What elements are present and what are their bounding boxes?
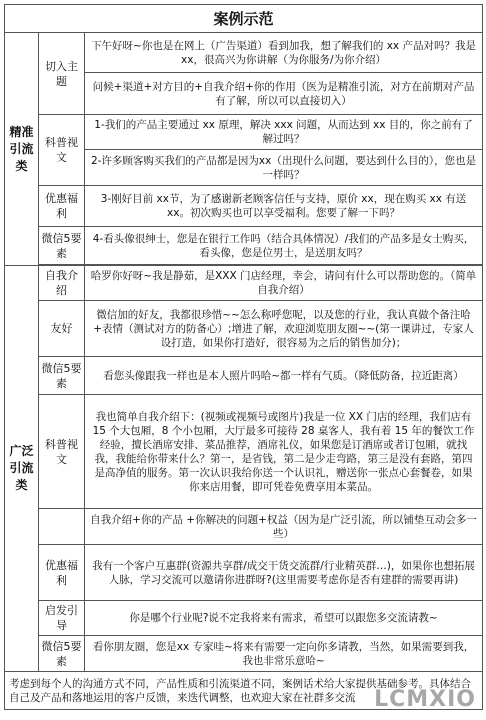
script-text: 4-看头像很绅士，您是在银行工作吗（结合具体情况）/我们的产品多是女士购买，看头像，您是位男士，是送朋友吗？ — [85, 227, 483, 265]
watermark-logo: LCMXIO — [374, 687, 476, 712]
script-text: 我也简单自我介绍下：(视频或视频号或图片)我是一位 XX 门店的经理，我们店有 15 个大包厢，8 个小包厢，大厅最多可接待 28 桌客人，我有着 15 年的餐饮工作经验，擅长酒席安排、菜品推荐，酒席礼仪，如果您是订酒席或者订包厢，就找我，我能给你带来什么？第一，是省钱，第二是少走弯路，第三是没有套路，第四是高净值的服务。第一次认识我给你送一个认识礼，赠送你一张点心套餐卷，如果你来店用餐，即可凭卷免费享用本菜品。 — [85, 395, 483, 509]
case-sheet — [4, 4, 482, 716]
script-text: 哈罗你好呀~我是静茹，是XXX 门店经理，幸会，请问有什么可以帮助您的。（简单自我介绍） — [85, 266, 483, 301]
row-label-empty — [39, 509, 85, 545]
script-text: 微信加的好友，我都很珍惜~~怎么称呼您呢，以及您的行业，我认真做个备注哈+表情（测试对方的防备心）;增进了解，欢迎浏览朋友圈~~(第一课讲过，专家人设打造，如果你打造好，很容易为之后的销售加分)； — [85, 301, 483, 357]
script-text: 3-刚好目前 xx节，为了感谢新老顾客信任与支持，原价 xx，现在购买 xx 有送 xx。初次购买也可以享受福利。您要了解一下吗？ — [85, 186, 483, 227]
row-label-science: 科普视文 — [39, 395, 85, 509]
row-label-benefit: 优惠福利 — [39, 186, 85, 227]
row-label-science: 科普视文 — [39, 115, 85, 186]
script-text: 2-许多顾客购买我们的产品都是因为xx（出现什么问题，要达到什么目的），您也是一样吗？ — [85, 150, 483, 186]
row-label-wechat5: 微信5要素 — [39, 227, 85, 265]
row-label-wechat5: 微信5要素 — [39, 636, 85, 672]
page-title: 案例示范 — [5, 5, 483, 33]
script-text: 下午好呀~你也是在网上（广告渠道）看到加我，想了解我们的 xx 产品对吗？我是 xx，很高兴为你讲解（为你服务/为你介绍） — [85, 33, 483, 73]
script-text: 自我介绍+你的产品 +你解决的问题+权益（因为是广泛引流，所以铺垫互动会多一些） — [85, 509, 483, 545]
category-broad: 广泛引流类 — [5, 266, 39, 672]
script-text: 看你朋友圈，您是xx 专家哇~将来有需要一定向你多请教，当然，如果需要到我，我也非常乐意哈~ — [85, 636, 483, 672]
row-label-benefit: 优惠福利 — [39, 545, 85, 601]
category-precise: 精准引流类 — [5, 33, 39, 266]
row-label-self-intro: 自我介绍 — [39, 266, 85, 301]
script-text: 我有一个客户互惠群(资源共享群/成交干货交流群/行业精英群…)，如果你也想拓展人脉，学习交流可以邀请你进群呀?(这里需要考虑你是否有建群的需要再讲) — [85, 545, 483, 601]
row-label-intro: 切入主题 — [39, 33, 85, 115]
row-label-guide: 启发引导 — [39, 601, 85, 636]
script-text: 你是哪个行业呢?说不定我将来有需求，希望可以跟您多交流请教~ — [85, 601, 483, 636]
case-table — [4, 4, 483, 710]
script-text: 看您头像跟我一样也是本人照片吗哈~都一样有气质。（降低防备，拉近距离） — [85, 357, 483, 395]
row-label-friendly: 友好 — [39, 301, 85, 357]
row-label-wechat5: 微信5要素 — [39, 357, 85, 395]
script-text: 1-我们的产品主要通过 xx 原理，解决 xxx 问题，从而达到 xx 目的，你之前有了解过吗？ — [85, 115, 483, 150]
script-text: 问候+渠道+对方目的+自我介绍+你的作用（医为是精准引流，对方在前期对产品有了解，所以可以直接切入） — [85, 73, 483, 115]
footer-note: 考虑到每个人的沟通方式不同，产品性质和引流渠道不同，案例话术给大家提供基础参考。具体结合自己及产品和落地运用的客户反馈，来迭代调整，也欢迎大家在社群多交流 — [5, 672, 483, 710]
